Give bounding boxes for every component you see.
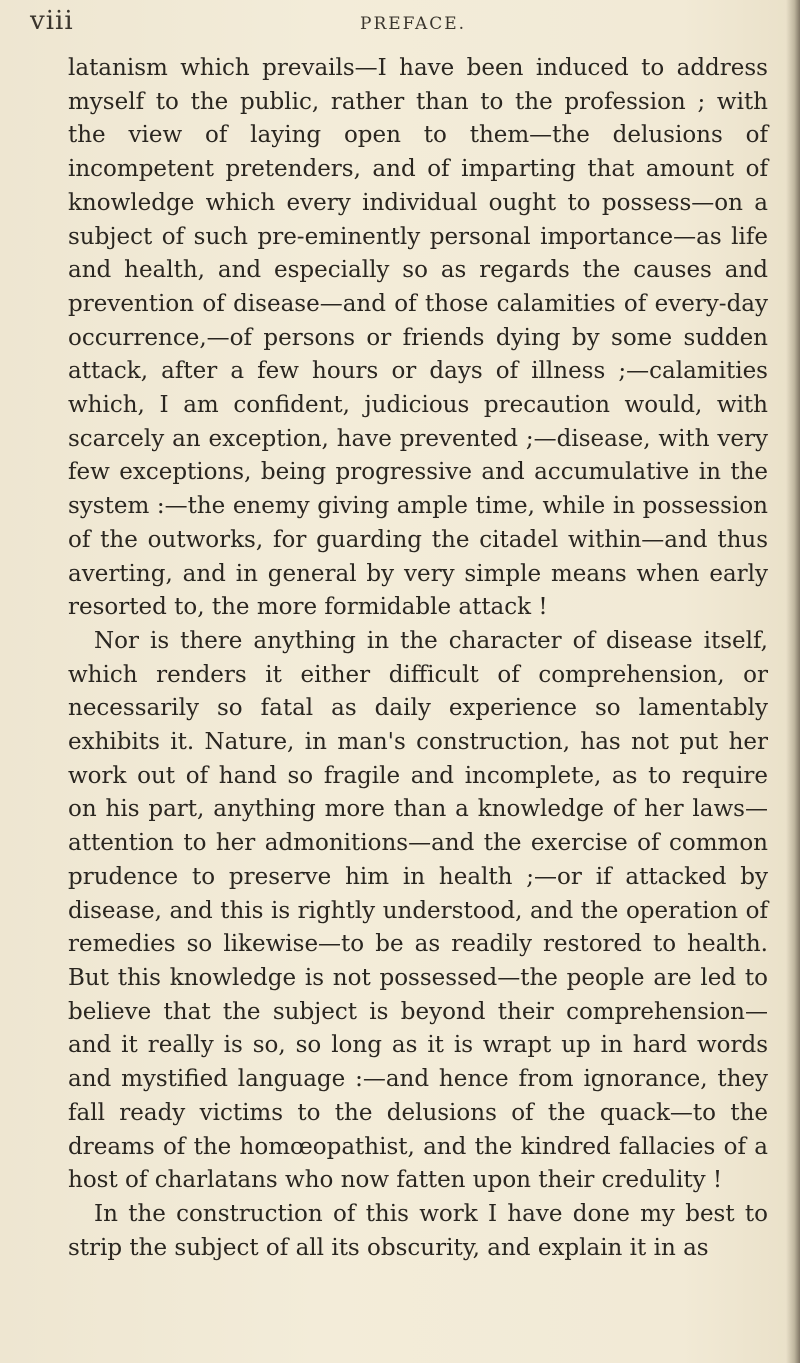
page-header	[30, 6, 770, 42]
paragraph-construction: In the construction of this work I have done my best to strip the subject of all its obscurity, and explain it in as	[68, 1200, 768, 1261]
paragraph-nature: Nor is there anything in the character of disease itself, which renders it either difficult of comprehension, or necessarily so fatal as daily experience so lamentably exhibits it. Nature, in man's construction, has not put her work out of hand so fragile and incomplete, as to require on his part, anything more than a knowledge of her laws—attention to her admonitions—and the exercise of common prudence to preserve him in health ;—or if attacked by disease, and this is rightly understood, and the operation of remedies so likewise—to be as readily restored to health. But this knowledge is not possessed—the people are led to believe that the subject is beyond their comprehension—and it really is so, so long as it is wrapt up in hard words and mystified language :—and hence from ignorance, they fall ready victims to the delusions of the quack—to the dreams of the homœopathist, and the kindred fallacies of a host of charlatans who now fatten upon their credulity !	[68, 627, 768, 1194]
page-number: viii	[30, 6, 74, 36]
page-edge-shadow	[786, 0, 800, 1363]
running-head: PREFACE.	[360, 14, 467, 34]
paragraph-continuation: latanism which prevails—I have been induced to address myself to the public, rather than to the profession ; with the view of laying open to them—the delusions of incompetent pretenders, and of imparting that amount of knowledge which every individual ought to possess—on a subject of such pre-eminently personal importance—as life and health, and especially so as regards the causes and prevention of disease—and of those calamities of every-day occurrence,—of persons or friends dying by some sudden attack, after a few hours or days of illness ;—calamities which, I am confident, judicious precaution would, with scarcely an exception, have prevented ;—disease, with very few exceptions, being progressive and accumulative in the system :—the enemy giving ample time, while in possession of the outworks, for guarding the citadel within—and thus averting, and in general by very simple means when early resorted to, the more formidable attack !	[68, 55, 768, 621]
body-text	[68, 52, 768, 1265]
